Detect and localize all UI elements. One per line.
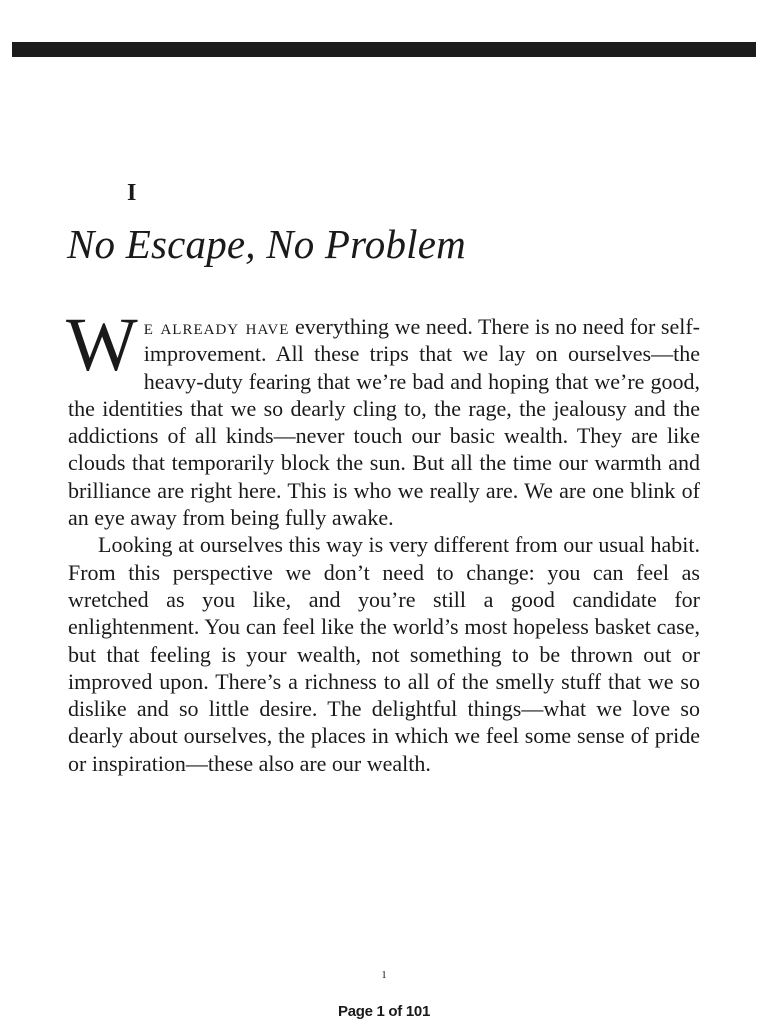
paragraph-1	[66, 303, 700, 531]
paragraph-1-text: everything we need. There is no need for self-improvement. All these trips that we lay on ourselves—the heavy-duty fearing that we’re bad and hoping that we’re good, the identities that we so dearly cling to, the rage, the jealousy and the addictions of all kinds—never touch our basic wealth. They are like clouds that temporarily block the sun. But all the time our warmth and brilliance are right here. This is who we really are. We are one blink of an eye away from being fully awake.	[68, 314, 700, 531]
page-indicator: Page 1 of 101	[338, 1003, 430, 1020]
chapter-body	[66, 303, 700, 777]
paragraph-2: Looking at ourselves this way is very different from our usual habit. From this perspective we don’t need to change: you can feel as wretched as you like, and you’re still a good candidate for enlightenment. You can feel like the world’s most hopeless basket case, but that feeling is your wealth, not something to be thrown out or improved upon. There’s a richness to all of the smelly stuff that we so dislike and so little desire. The delightful things—what we love so dearly about ourselves, the places in which we feel some sense of pride or inspiration—these also are our wealth.	[68, 532, 700, 776]
top-bar	[12, 42, 756, 57]
drop-cap: W	[66, 303, 138, 387]
printed-page-number: 1	[381, 969, 387, 981]
lead-in-smallcaps: e already have	[143, 314, 290, 339]
chapter-title: No Escape, No Problem	[67, 221, 466, 267]
chapter-number: I	[127, 180, 137, 206]
